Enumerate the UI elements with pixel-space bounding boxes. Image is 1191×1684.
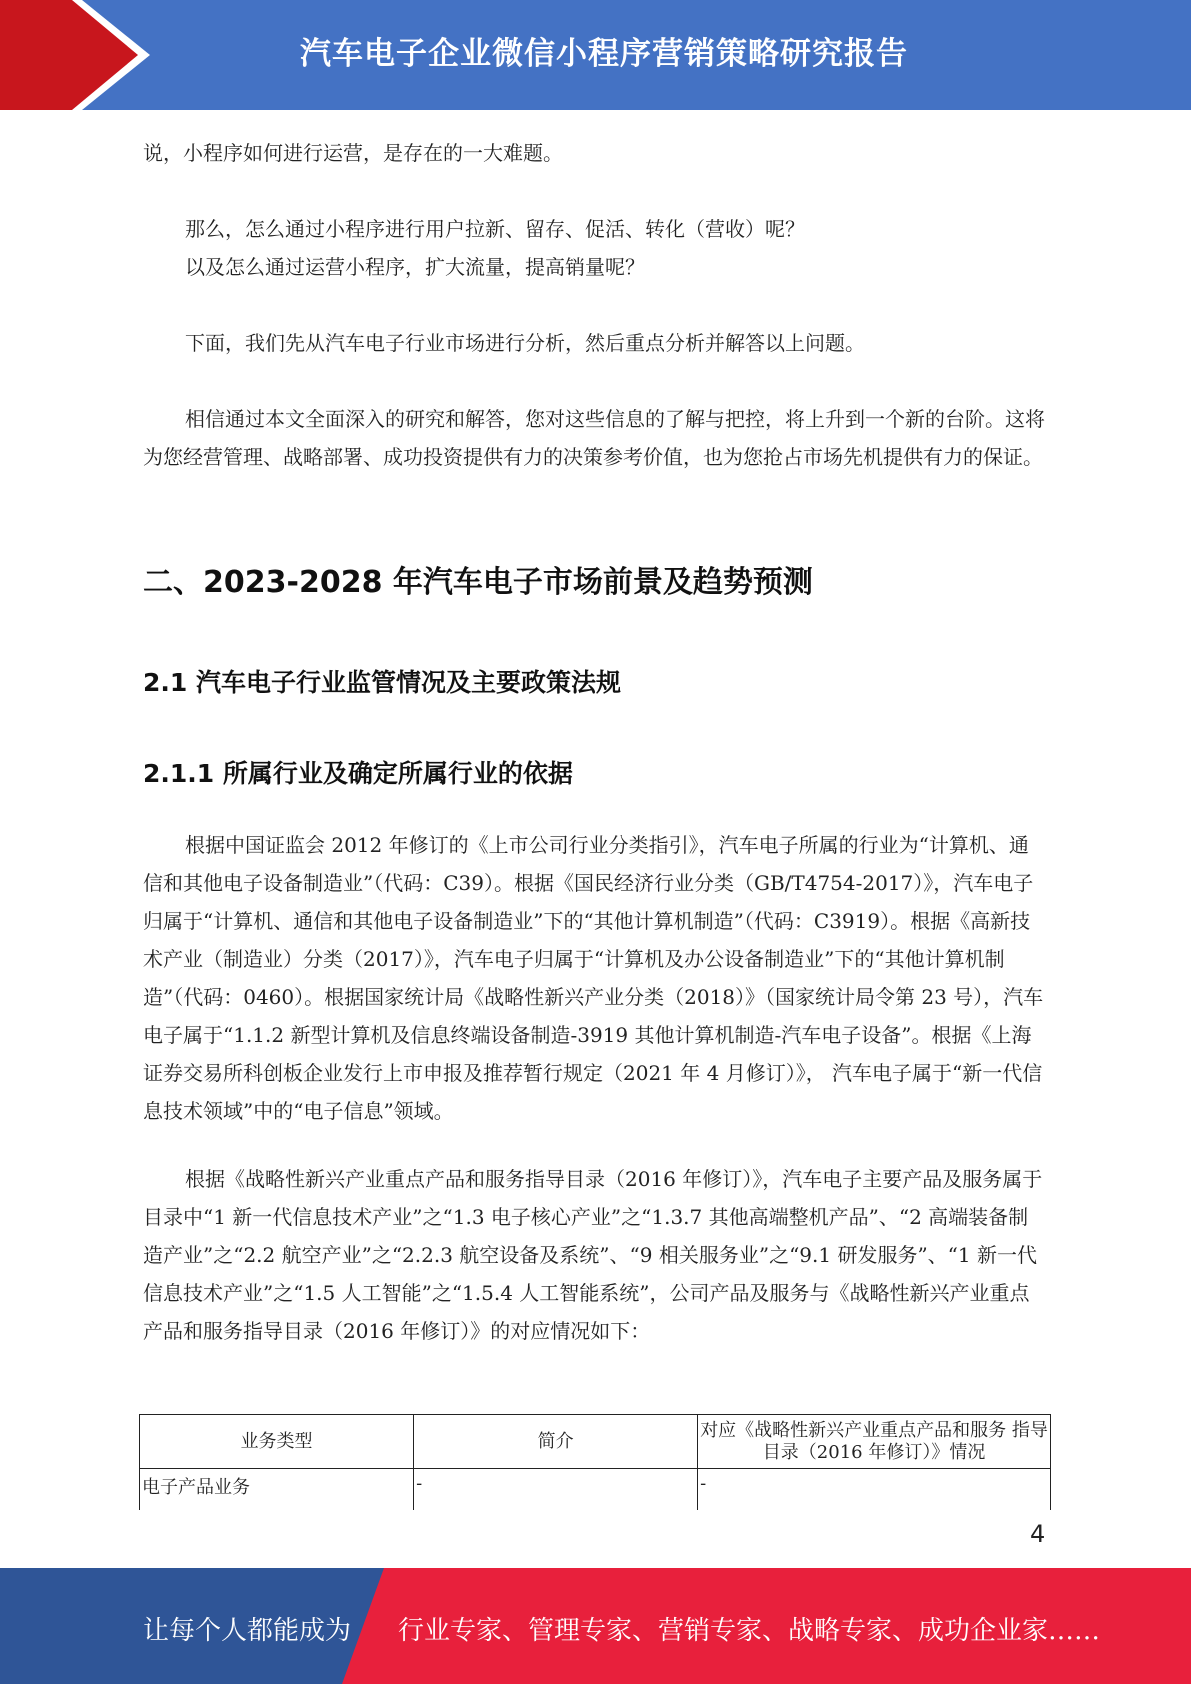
report-title: 汽车电子企业微信小程序营销策略研究报告 <box>300 36 908 72</box>
table-cell: 电子产品业务 <box>140 1469 414 1511</box>
classification-table <box>139 1414 1052 1510</box>
page-footer <box>0 1568 1191 1684</box>
table-header-row <box>140 1415 1051 1469</box>
paragraph-industry-classification: 根据中国证监会 2012 年修订的《上市公司行业分类指引》，汽车电子所属的行业为“计算机、通信和其他电子设备制造业”（代码：C39）。根据《国民经济行业分类（GB/T4754-2017）》，汽车电子归属于“计算机、通信和其他电子设备制造业”下的“其他计算机制造”（代码：C3919）。根据《高新技术产业（制造业）分类（2017）》，汽车电子归属于“计算机及办公设备制造业”下的“其他计算机制造”（代码：0460）。根据国家统计局《战略性新兴产业分类（2018）》（国家统计局令第 23 号），汽车电子属于“1.1.2 新型计算机及信息终端设备制造-3919 其他计算机制造-汽车电子设备”。根据《上海证券交易所科创板企业发行上市申报及推荐暂行规定（2021 年 4 月修订）》， 汽车电子属于“新一代信息技术领域”中的“电子信息”领域。 <box>143 833 1044 1123</box>
table-header-cell: 业务类型 <box>140 1415 414 1469</box>
page-number: 4 <box>1030 1520 1046 1548</box>
paragraph-analysis-plan: 下面，我们先从汽车电子行业市场进行分析，然后重点分析并解答以上问题。 <box>185 331 865 355</box>
header-chevron-decoration <box>0 0 160 110</box>
subsubsection-heading: 2.1.1 所属行业及确定所属行业的依据 <box>143 759 573 788</box>
footer-slogan-right: 行业专家、管理专家、营销专家、战略专家、成功企业家…… <box>398 1616 1101 1646</box>
paragraph-question-1: 那么，怎么通过小程序进行用户拉新、留存、促活、转化（营收）呢？ <box>185 217 805 241</box>
paragraph-intro-end: 说，小程序如何进行运营，是存在的一大难题。 <box>143 141 563 165</box>
footer-slogan-left: 让每个人都能成为 <box>143 1616 352 1646</box>
paragraph-value-statement: 相信通过本文全面深入的研究和解答，您对这些信息的了解与把控，将上升到一个新的台阶。这将为您经营管理、战略部署、成功投资提供有力的决策参考价值，也为您抢占市场先机提供有力的保证。 <box>143 407 1045 469</box>
section-heading: 二、2023-2028 年汽车电子市场前景及趋势预测 <box>143 565 813 600</box>
paragraph-strategic-catalog: 根据《战略性新兴产业重点产品和服务指导目录（2016 年修订）》，汽车电子主要产品及服务属于目录中“1 新一代信息技术产业”之“1.3 电子核心产业”之“1.3.7 其他高端整机产品”、“2 高端装备制造产业”之“2.2 航空产业”之“2.2.3 航空设备及系统”、“9 相关服务业”之“9.1 研发服务”、“1 新一代信息技术产业”之“1.5 人工智能”之“1.5.4 人工智能系统”，公司产品及服务与《战略性新兴产业重点产品和服务指导目录（2016 年修订）》的对应情况如下： <box>143 1167 1043 1343</box>
table-cell: - <box>414 1469 698 1511</box>
paragraph-question-2: 以及怎么通过运营小程序，扩大流量，提高销量呢？ <box>185 255 645 279</box>
table-row <box>140 1469 1051 1511</box>
page-header <box>0 0 1191 110</box>
table-header-cell: 简介 <box>414 1415 698 1469</box>
subsection-heading: 2.1 汽车电子行业监管情况及主要政策法规 <box>143 668 621 697</box>
table-header-cell: 对应《战略性新兴产业重点产品和服务 指导目录（2016 年修订）》情况 <box>698 1415 1051 1469</box>
table-cell: - <box>698 1469 1051 1511</box>
